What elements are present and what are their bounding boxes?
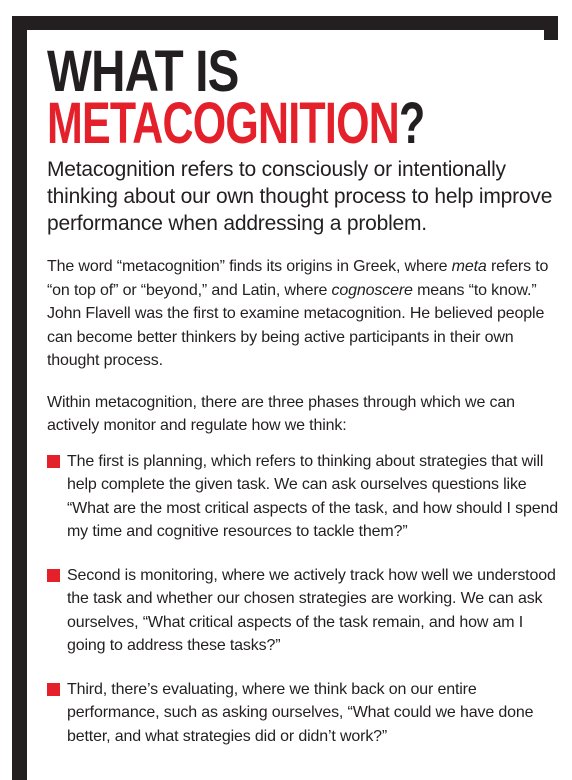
title-question-mark: ? <box>398 91 425 156</box>
etymology-text-2: refers to “on top of” or “beyond,” and Latin, where <box>47 258 549 299</box>
list-item-text: Third, there’s evaluating, where we think back on our entire performance, such as asking ourselves, “What could we have done better, and what strategies did or didn’t work?” <box>67 680 534 745</box>
list-item-text: Second is monitoring, where we actively track how well we understood the task and whether our chosen strategies are working. We can ask ourselves, “What critical aspects of the task remain, and how am I going to address these tasks?” <box>67 566 556 654</box>
etymology-paragraph <box>47 255 559 373</box>
red-square-bullet-icon <box>47 683 60 696</box>
frame-left-bar <box>12 16 27 780</box>
article <box>47 39 559 768</box>
term-cognoscere: cognoscere <box>331 281 413 299</box>
list-item <box>47 678 559 749</box>
frame-right-bar <box>544 16 558 40</box>
red-square-bullet-icon <box>47 569 60 582</box>
list-item <box>47 564 559 658</box>
term-meta: meta <box>451 258 487 275</box>
page-title <box>47 39 559 156</box>
title-highlight: METACOGNITION <box>47 91 399 156</box>
red-square-bullet-icon <box>47 455 60 468</box>
list-item <box>47 450 559 544</box>
title-line-1: WHAT IS <box>47 39 239 104</box>
lede-paragraph: Metacognition refers to consciously or intentionally thinking about our own thought process to help improve performance when addressing a problem. <box>47 158 553 235</box>
frame-top-bar <box>12 16 558 30</box>
etymology-text-3: means “to know.” John Flavell was the first to examine metacognition. He believed people can become better thinkers by being active participants in their own thought process. <box>47 281 545 369</box>
etymology-text-1: The word “metacognition” finds its origins in Greek, where <box>47 258 452 275</box>
phases-intro-paragraph: Within metacognition, there are three phases through which we can actively monitor and regulate how we think: <box>47 393 515 434</box>
list-item-text: The first is planning, which refers to thinking about strategies that will help complete the given task. We can ask ourselves questions like “What are the most critical aspects of the task, and how should I spend my time and cognitive resources to tackle them?” <box>67 452 558 540</box>
title-line-2 <box>47 91 426 156</box>
phases-list <box>47 450 559 749</box>
